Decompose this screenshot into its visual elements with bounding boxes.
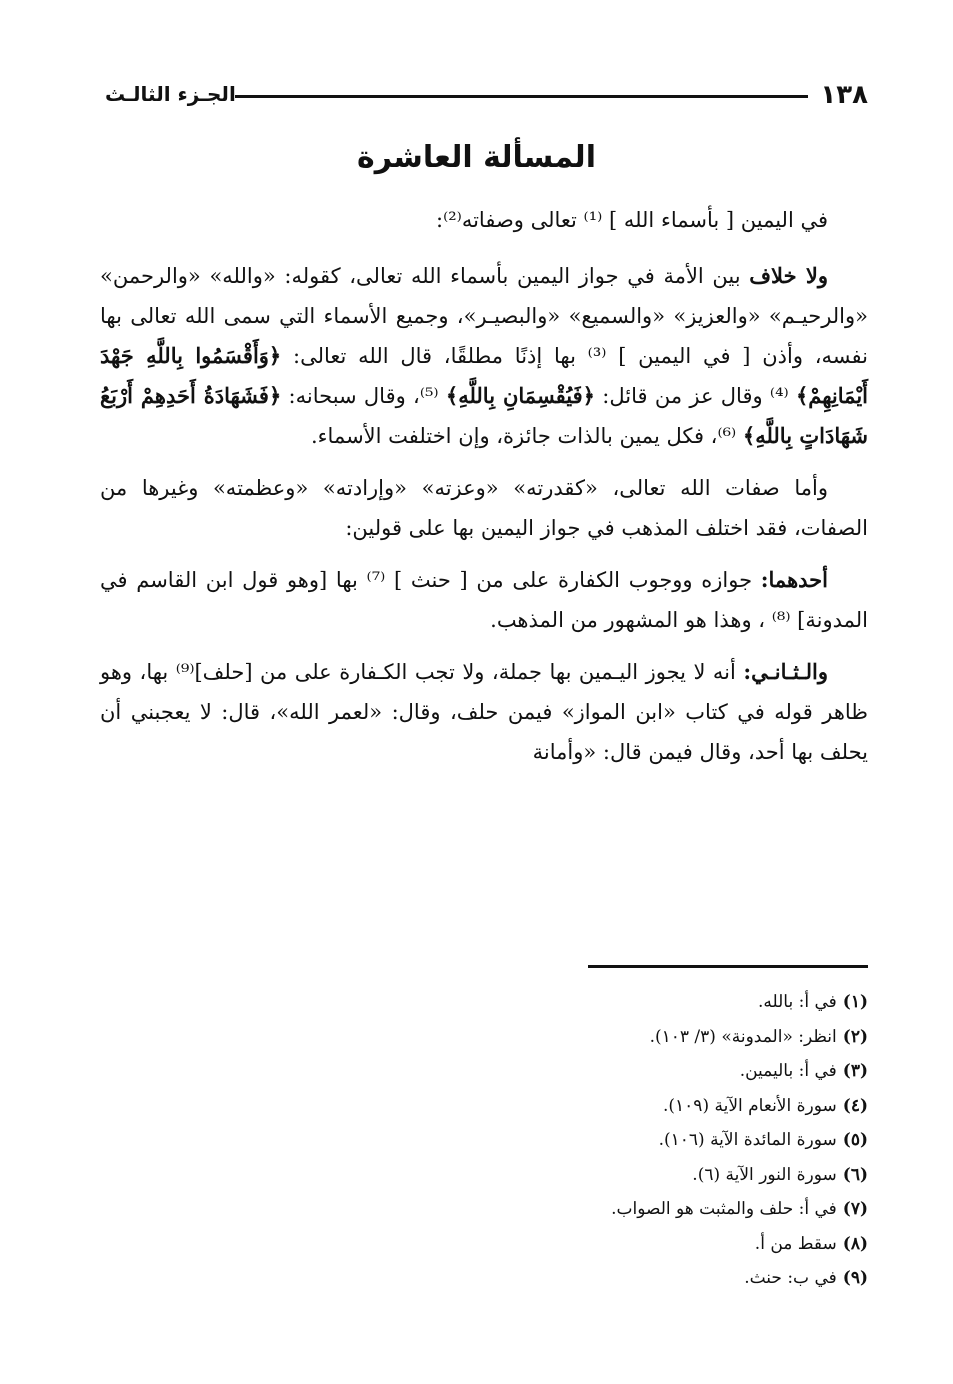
footnote-number: (٤)	[842, 1095, 868, 1116]
quran-verse: ﴿فَشَهَادَةُ أَحَدِهِمْ أَرْبَعُ شَهَادَاتٍ بِاللَّهِ﴾	[100, 383, 868, 448]
section-subtitle: في اليمين [ بأسماء الله ] ⁽¹⁾ تعالى وصفاته⁽²⁾:	[436, 208, 828, 232]
footnote-text: سقط من أ.	[754, 1233, 837, 1254]
footnote-text: انظر: «المدونة» (٣/ ١٠٣).	[649, 1026, 837, 1047]
footnote-text: سورة النور الآية (٦).	[692, 1164, 837, 1185]
footnote-rule	[588, 965, 868, 968]
paragraph-text: جوازه ووجوب الكفارة على من [ حنث ] ⁽⁷⁾ بها [وهو قول ابن القاسم في المدونة] ⁽⁸⁾ ، وهذا هو المشهور من المذهب.	[100, 568, 868, 632]
paragraph-text: ⁽⁵⁾، وقال سبحانه:	[281, 384, 446, 408]
footnote-number: (٣)	[842, 1061, 868, 1081]
paragraph-text: ⁽⁶⁾، فكل يمين بالذات جائزة، وإن اختلفت الأسماء.	[311, 424, 743, 448]
footnote-number: (٧)	[842, 1199, 868, 1219]
footnote	[100, 1089, 868, 1124]
paragraph-lead: أحدهما:	[760, 567, 828, 592]
footnote	[100, 985, 868, 1020]
footnote-text: في أ: باليمين.	[739, 1061, 837, 1081]
paragraph-text: أنه لا يجوز اليـمين بها جملة، ولا تجب الكـفارة على من [حلف]⁽⁹⁾ بها، وهو ظاهر قوله في كتاب «ابن المواز» فيمن حلف، وقال: «لعمر الله»، قال: لا يعجبني أن يحلف بها أحد، وقال فيمن قال: «وأمانة	[100, 660, 868, 764]
footnote	[100, 1123, 868, 1158]
footnote-number: (٩)	[842, 1268, 868, 1288]
paragraph-1	[100, 256, 868, 456]
footnote-text: في ب: حنث.	[744, 1268, 837, 1288]
footnote-text: سورة الأنعام الآية (١٠٩).	[663, 1095, 837, 1116]
footnote	[100, 1227, 868, 1262]
footnote-number: (٥)	[842, 1130, 868, 1150]
header-rule	[235, 95, 808, 98]
footnote	[100, 1158, 868, 1193]
running-header	[105, 80, 868, 120]
footnote-text: في أ: بالله.	[757, 992, 837, 1012]
paragraph-lead: والـثـانـي:	[743, 659, 828, 684]
paragraph-3	[100, 560, 868, 640]
footnote-text: سورة المائدة الآية (١٠٦).	[658, 1130, 837, 1150]
paragraph-text: بين الأمة في جواز اليمين بأسماء الله تعالى، كقوله: «والله» «والرحمن» «والرحيـم» «والعزيز» «والسميع» «والبصيـر»، وجميع الأسماء التي سمى الله تعالى بها نفسه، وأذن [ في اليمين ] ⁽³⁾ بها إذنًا مطلقًا، قال الله تعالى:	[100, 264, 868, 368]
body-text	[100, 200, 868, 784]
paragraph-2: وأما صفات الله تعالى، «كقدرته» «وعزته» «وإرادته» «وعظمته» وغيرها من الصفات، فقد اختلف المذهب في جواز اليمين بها على قولين:	[100, 476, 868, 540]
footnote	[100, 1192, 868, 1227]
paragraph-4	[100, 652, 868, 772]
part-title: الجـزء الثالـث	[105, 82, 236, 106]
footnote-number: (١)	[842, 992, 868, 1012]
footnotes-list	[100, 985, 868, 1296]
footnote	[100, 1261, 868, 1296]
footnote-number: (٦)	[842, 1164, 868, 1185]
paragraph-lead: ولا خلاف	[749, 263, 828, 288]
chapter-title: المسألة العاشرة	[357, 140, 596, 175]
paragraph-text: ⁽⁴⁾ وقال عز من قائل:	[594, 384, 796, 408]
footnote-number: (٨)	[842, 1233, 868, 1254]
page-number: ١٣٨	[820, 80, 868, 110]
footnote	[100, 1054, 868, 1089]
quran-verse: ﴿فَيُقْسِمَانِ بِاللَّهِ﴾	[445, 383, 595, 408]
footnote	[100, 1020, 868, 1055]
quran-verse: ﴿وَأَقْسَمُوا بِاللَّهِ جَهْدَ أَيْمَانِهِمْ﴾	[100, 343, 868, 408]
footnote-text: في أ: حلف والمثبت هو الصواب.	[611, 1199, 837, 1219]
footnote-number: (٢)	[842, 1026, 868, 1047]
